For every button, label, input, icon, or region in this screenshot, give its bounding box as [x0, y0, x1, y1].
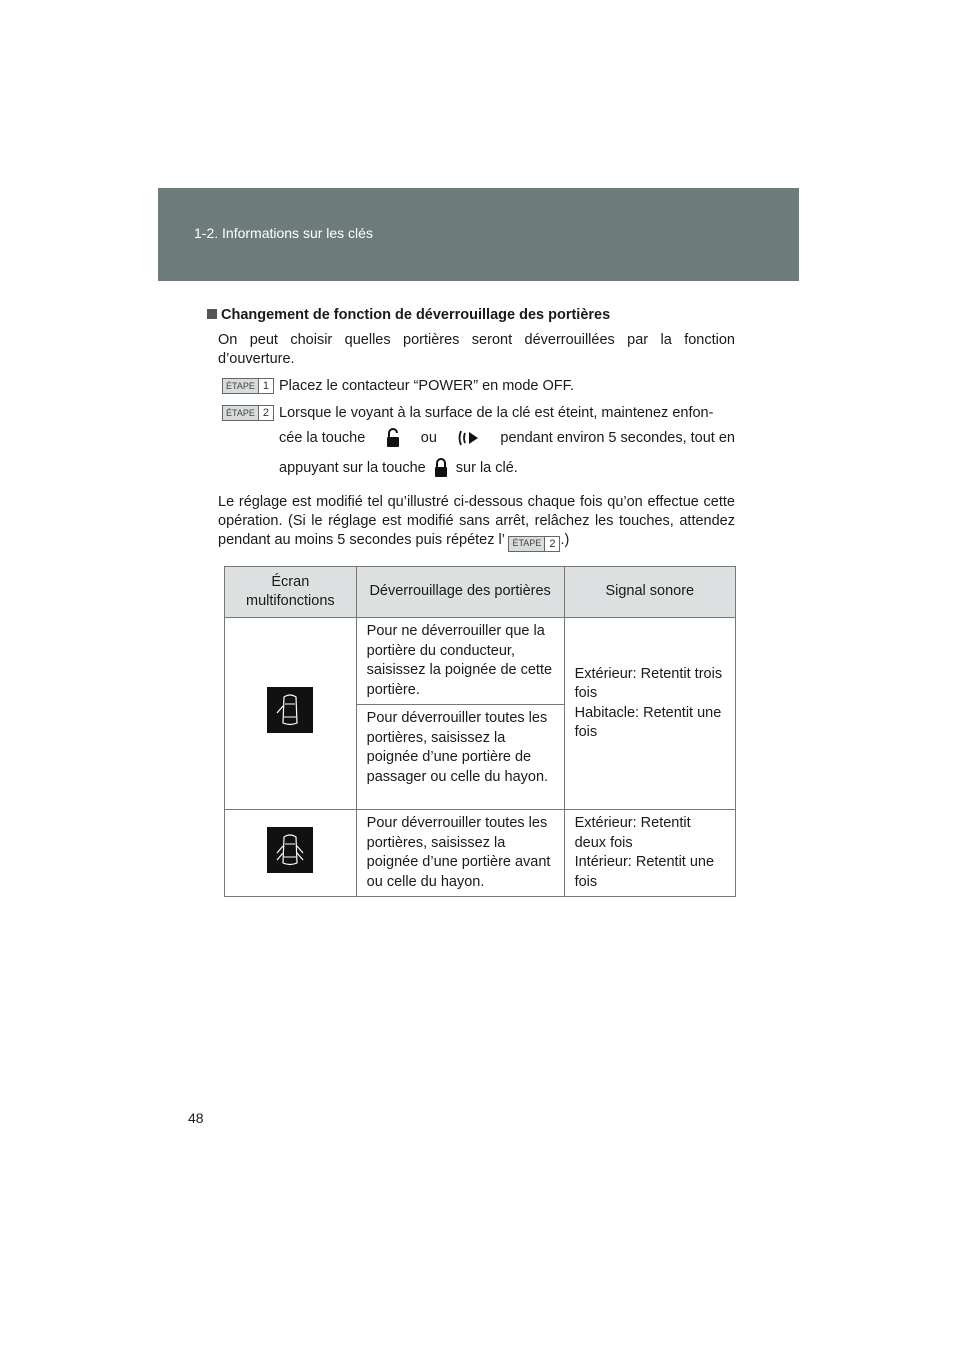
trunk-open-icon — [457, 428, 481, 448]
lock-icon — [433, 458, 449, 478]
unlock-cell: Pour ne déverrouiller que la portière du conducteur, saisissez la poignée de cette portière. — [356, 618, 564, 705]
unlock-settings-table — [224, 566, 736, 897]
chapter-header — [158, 188, 799, 281]
car-all-doors-icon — [267, 827, 313, 873]
page-number: 48 — [188, 1110, 204, 1126]
square-bullet-icon — [207, 309, 217, 319]
section-title: Changement de fonction de déverrouillage des portières — [207, 306, 735, 325]
step-2-text-c: appuyant sur la touche sur la clé. — [279, 453, 735, 483]
column-header: Écran multifonctions — [225, 567, 357, 618]
column-header: Déverrouillage des portières — [356, 567, 564, 618]
table-row — [225, 810, 736, 897]
step-2-text-a: Lorsque le voyant à la surface de la clé est éteint, maintenez enfon- — [279, 405, 714, 421]
unlock-cell: Pour déverrouiller toutes les portières, saisissez la poignée d’une portière avant ou celle du hayon. — [356, 810, 564, 897]
unlock-icon — [385, 428, 401, 448]
note-paragraph: Le réglage est modifié tel qu’illustré ci-dessous chaque fois qu’on effectue cette opération. (Si le réglage est modifié sans arrêt, relâchez les touches, attendez pendant au moins 5 secondes puis répétez l’ ÉTAPE 2 .) — [218, 494, 735, 550]
step-badge: ÉTAPE 1 — [222, 378, 274, 394]
step-badge: ÉTAPE 2 — [222, 405, 274, 421]
step-2-text-b: cée la touche ou pendant environ 5 secondes, tout en — [279, 430, 735, 446]
screen-cell — [225, 810, 357, 897]
signal-cell: Extérieur: Retentit trois fois Habitacle: Retentit une fois — [564, 618, 735, 810]
step-1 — [226, 377, 735, 396]
step-1-text: Placez le contacteur “POWER” en mode OFF. — [279, 378, 574, 394]
content — [207, 306, 735, 552]
intro-paragraph: On peut choisir quelles portières seront déverrouillées par la fonction d’ouverture. — [218, 332, 735, 367]
signal-cell: Extérieur: Retentit deux fois Intérieur: Retentit une fois — [564, 810, 735, 897]
step-2 — [226, 404, 735, 483]
step-badge: ÉTAPE 2 — [508, 536, 560, 552]
table-header-row — [225, 567, 736, 618]
column-header: Signal sonore — [564, 567, 735, 618]
screen-cell — [225, 618, 357, 810]
table-row — [225, 618, 736, 705]
car-driver-door-icon — [267, 687, 313, 733]
unlock-cell: Pour déverrouiller toutes les portières, saisissez la poignée d’une portière de passager ou celle du hayon. — [356, 705, 564, 810]
chapter-title: 1-2. Informations sur les clés — [194, 225, 373, 241]
